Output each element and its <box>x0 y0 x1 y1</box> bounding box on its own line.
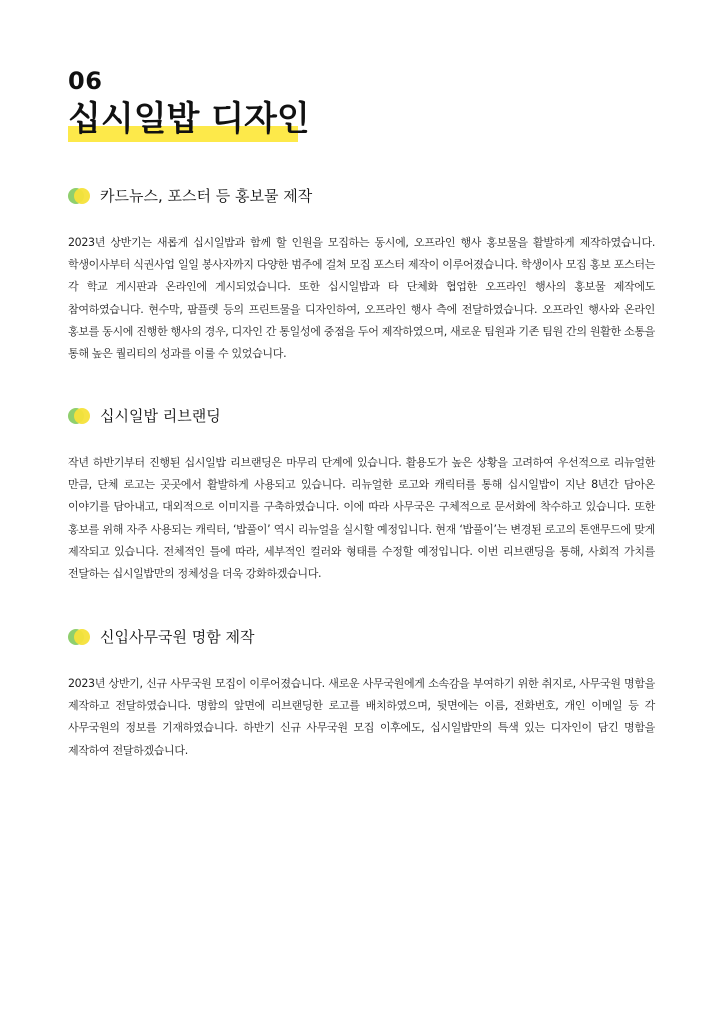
bullet-dots-icon <box>68 188 90 204</box>
section-promo-materials <box>68 184 655 365</box>
chapter-number: 06 <box>68 67 103 95</box>
section-body: 2023년 상반기, 신규 사무국원 모집이 이루어졌습니다. 새로운 사무국원에게 소속감을 부여하기 위한 취지로, 사무국원 명함을 제작하고 전달하였습니다. 명함의 앞면에 리브랜딩한 로고를 배치하였으며, 뒷면에는 이름, 전화번호, 개인 이메일 등 각 사무국원의 정보를 기재하였습니다. 하반기 신규 사무국원 모집 이후에도, 십시일밥만의 특색 있는 디자인이 담긴 명함을 제작하여 전달하겠습니다. <box>68 677 655 757</box>
section-body: 2023년 상반기는 새롭게 십시일밥과 함께 할 인원을 모집하는 동시에, 오프라인 행사 홍보물을 활발하게 제작하였습니다. 학생이사부터 식권사업 일일 봉사자까지 다양한 범주에 걸쳐 모집 포스터 제작이 이루어졌습니다. 학생이사 모집 홍보 포스터는 각 학교 게시판과 온라인에 게시되었습니다. 또한 십시일밥과 타 단체화 협업한 오프라인 행사의 홍보물 제작에도 참여하였습니다. 현수막, 팜플렛 등의 프린트물을 디자인하여, 오프라인 행사 측에 전달하였습니다. 오프라인 행사와 온라인 홍보를 동시에 진행한 행사의 경우, 디자인 간 통일성에 중점을 두어 제작하였으며, 새로운 팀원과 기존 팀원 간의 원활한 소통을 통해 높은 퀄리티의 성과를 이룰 수 있었습니다. <box>68 236 655 361</box>
section-heading <box>68 404 655 428</box>
bullet-dots-icon <box>68 629 90 645</box>
bullet-dots-icon <box>68 408 90 424</box>
section-title: 신입사무국원 명함 제작 <box>100 628 255 646</box>
section-title: 카드뉴스, 포스터 등 홍보물 제작 <box>100 187 313 205</box>
yellow-dot-icon <box>74 188 90 204</box>
yellow-dot-icon <box>74 408 90 424</box>
section-heading <box>68 184 655 208</box>
yellow-dot-icon <box>74 629 90 645</box>
chapter-title: 십시일밥 디자인 <box>68 99 310 139</box>
section-heading <box>68 625 655 649</box>
section-title: 십시일밥 리브랜딩 <box>100 407 221 425</box>
chapter-title-block <box>68 98 310 146</box>
section-rebranding <box>68 404 655 585</box>
section-business-cards <box>68 625 655 762</box>
section-body: 작년 하반기부터 진행된 십시일밥 리브랜딩은 마무리 단계에 있습니다. 활용도가 높은 상황을 고려하여 우선적으로 리뉴얼한 만큼, 단체 로고는 곳곳에서 활발하게 사용되고 있습니다. 리뉴얼한 로고와 캐릭터를 통해 십시일밥이 지난 8년간 담아온 이야기를 담아내고, 대외적으로 이미지를 구축하였습니다. 이에 따라 사무국은 구체적으로 문서화에 착수하고 있습니다. 또한 홍보를 위해 자주 사용되는 캐릭터, ‘밥풀이’ 역시 리뉴얼을 실시할 예정입니다. 현재 ‘밥풀이’는 변경된 로고의 톤앤무드에 맞게 제작되고 있습니다. 전체적인 틀에 따라, 세부적인 컬러와 형태를 수정할 예정입니다. 이번 리브랜딩을 통해, 사회적 가치를 전달하는 십시일밥만의 정체성을 더욱 강화하겠습니다. <box>68 456 655 581</box>
